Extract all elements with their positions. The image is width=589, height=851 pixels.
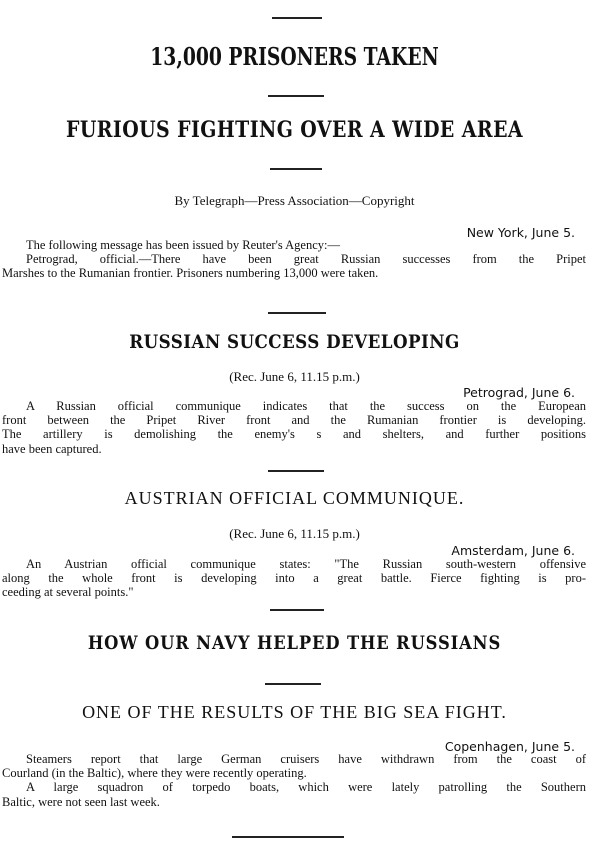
story1-dateline: New York, June 5. <box>466 225 575 240</box>
rule-4 <box>268 470 324 472</box>
main-subheadline: FURIOUS FIGHTING OVER A WIDE AREA <box>65 117 524 143</box>
story1-line-3: Marshes to the Rumanian frontier. Prisoners numbering 13,000 were taken. <box>2 266 379 281</box>
story4-line-1: Steamers report that large German cruisers have withdrawn from the coast of <box>26 752 586 766</box>
story3-body <box>2 557 586 600</box>
story1-line-2: Petrograd, official.—There have been great Russian successes from the Pripet <box>26 252 586 267</box>
story4-line-4: Baltic, were not seen last week. <box>2 794 160 809</box>
story4-headline: HOW OUR NAVY HELPED THE RUSSIANS <box>87 632 502 654</box>
story2-line-2: front between the Pripet River front and the Rumanian frontier is developing. <box>2 413 586 428</box>
story3-headline: AUSTRIAN OFFICIAL COMMUNIQUE. <box>124 488 465 508</box>
story3-dateline: Amsterdam, June 6. <box>451 543 575 558</box>
story4-body <box>2 752 586 809</box>
rule-top <box>272 17 322 19</box>
story3-line-2: along the whole front is developing into a great battle. Fierce fighting is pro- <box>2 571 586 586</box>
story4-line-3: A large squadron of torpedo boats, which were lately patrolling the Southern <box>26 780 586 795</box>
story4-dateline: Copenhagen, June 5. <box>444 739 575 754</box>
story4-subheadline: ONE OF THE RESULTS OF THE BIG SEA FIGHT. <box>82 702 507 722</box>
byline: By Telegraph—Press Association—Copyright <box>174 193 415 208</box>
story2-line-3: The artillery is demolishing the enemy's s and shelters, and further positions <box>2 427 586 442</box>
story2-line-1: A Russian official communique indicates that the success on the European <box>26 399 586 413</box>
main-headline: 13,000 PRISONERS TAKEN <box>150 42 439 71</box>
story1-line-1: The following message has been issued by Reuter's Agency:— <box>26 238 340 252</box>
rule-1 <box>268 95 324 97</box>
rule-bottom <box>232 836 344 838</box>
rule-3 <box>268 312 326 314</box>
rule-6 <box>265 683 321 685</box>
story2-dateline: Petrograd, June 6. <box>463 385 575 400</box>
story4-line-2: Courland (in the Baltic), where they were recently operating. <box>2 766 307 781</box>
story2-headline: RUSSIAN SUCCESS DEVELOPING <box>129 331 460 353</box>
rule-2 <box>270 168 322 170</box>
rule-5 <box>270 609 324 611</box>
story3-received: (Rec. June 6, 11.15 p.m.) <box>229 526 360 541</box>
story3-line-1: An Austrian official communique states: "The Russian south-western offensive <box>26 557 586 571</box>
story3-line-3: ceeding at several points." <box>2 585 134 600</box>
story2-line-4: have been captured. <box>2 441 102 456</box>
story1-body <box>2 238 586 281</box>
story2-received: (Rec. June 6, 11.15 p.m.) <box>229 369 360 384</box>
story2-body <box>2 399 586 456</box>
